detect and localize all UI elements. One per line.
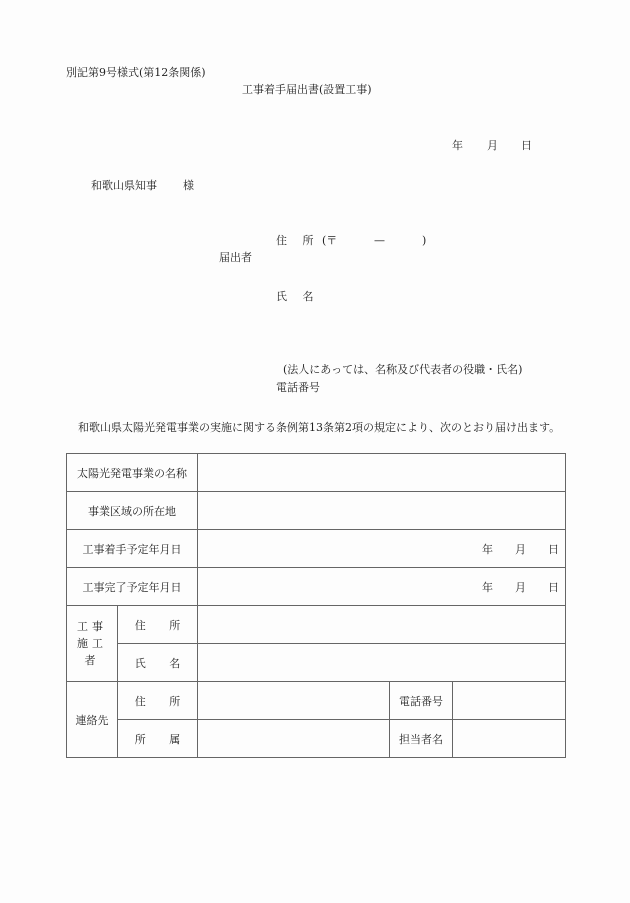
date-year-label: 年 [452,139,463,152]
table-row-project-location [67,492,566,530]
start-date-field[interactable] [198,530,566,568]
end-day-label: 日 [548,580,560,594]
applicant-phone-label: 電話番号 [276,381,320,394]
table-row-contractor-name [67,644,566,682]
contractor-address-field[interactable] [198,606,566,644]
contact-label: 連絡先 [67,682,118,758]
postal-code-close: ) [422,234,427,247]
postal-code-dash: — [374,234,385,247]
contractor-label: 工事施工者 [67,606,118,682]
contact-affiliation-label: 所 属 [118,720,198,758]
person-in-charge-label: 担当者名 [390,720,453,758]
project-location-field[interactable] [198,492,566,530]
addressee-name: 和歌山県知事 [91,179,157,192]
table-row-contact-affiliation [67,720,566,758]
addressee-honorific: 様 [183,179,194,192]
table-row-start-date [67,530,566,568]
contact-affiliation-field[interactable] [198,720,390,758]
start-date-label: 工事着手予定年月日 [67,530,198,568]
end-month-label: 月 [515,580,527,594]
contact-address-label: 住 所 [118,682,198,720]
contractor-name-label: 氏 名 [118,644,198,682]
date-month-label: 月 [487,139,498,152]
project-name-label: 太陽光発電事業の名称 [67,454,198,492]
contractor-name-field[interactable] [198,644,566,682]
date-day-label: 日 [521,139,532,152]
body-text: 和歌山県太陽光発電事業の実施に関する条例第13条第2項の規定により、次のとおり届け出ます。 [78,421,561,434]
contact-phone-label: 電話番号 [390,682,453,720]
applicant-name-label: 氏 名 [276,290,320,303]
applicant-address-label: 住 所 [276,234,320,247]
start-day-label: 日 [548,542,560,556]
table-row-end-date [67,568,566,606]
table-row-project-name [67,454,566,492]
project-name-field[interactable] [198,454,566,492]
corporation-note: (法人にあっては、名称及び代表者の役職・氏名) [283,363,523,376]
project-location-label: 事業区域の所在地 [67,492,198,530]
table-row-contractor-address [67,606,566,644]
notification-table [66,453,566,758]
contractor-address-label: 住 所 [118,606,198,644]
end-year-label: 年 [482,580,494,594]
contact-address-field[interactable] [198,682,390,720]
end-date-label: 工事完了予定年月日 [67,568,198,606]
end-date-field[interactable] [198,568,566,606]
person-in-charge-field[interactable] [453,720,566,758]
applicant-label: 届出者 [219,251,252,264]
contact-phone-field[interactable] [453,682,566,720]
form-number: 別記第9号様式(第12条関係) [66,66,206,79]
start-month-label: 月 [515,542,527,556]
table-row-contact-address [67,682,566,720]
postal-code-open: (〒 [322,234,338,247]
start-year-label: 年 [482,542,494,556]
document-title: 工事着手届出書(設置工事) [242,83,372,96]
